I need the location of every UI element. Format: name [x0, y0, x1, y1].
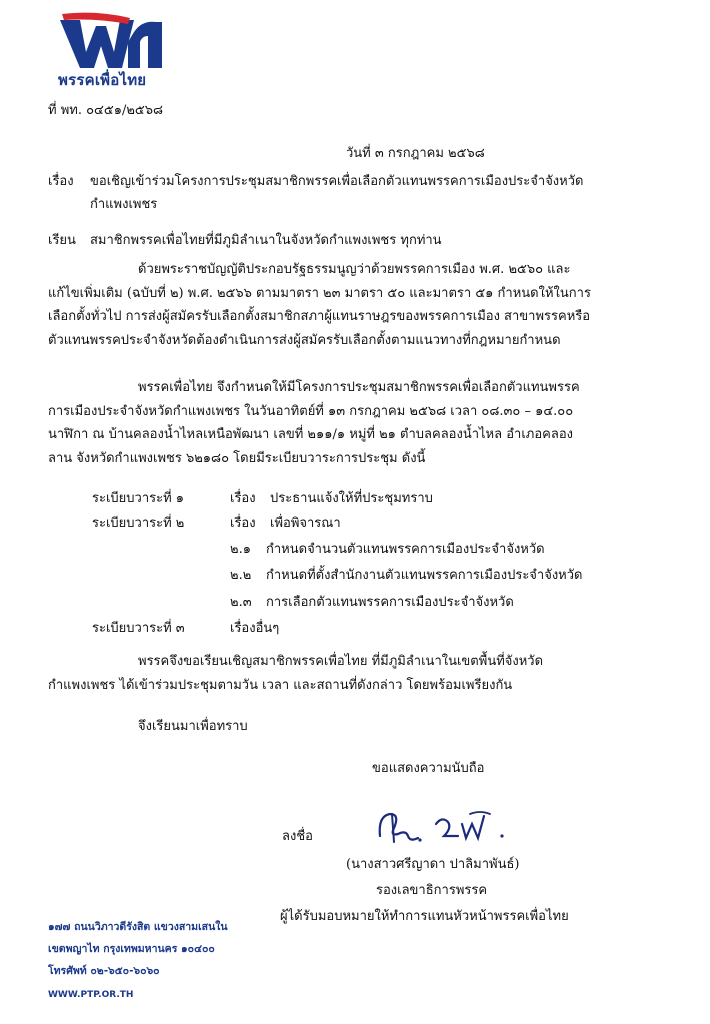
agenda-2-3-text: การเลือกตัวแทนพรรคการเมืองประจำจังหวัด: [266, 595, 514, 610]
footer-website-link[interactable]: WWW.PTP.OR.TH: [48, 990, 134, 1000]
footer-address-2: เขตพญาไท กรุงเทพมหานคร ๑๐๔๐๐: [48, 943, 215, 955]
paragraph-3: [48, 650, 666, 697]
letter-date: วันที่ ๓ กรกฎาคม ๒๕๖๘: [346, 146, 485, 161]
agenda-3-keyword: เรื่องอื่นๆ: [230, 621, 280, 636]
recipient-label: เรียน: [48, 233, 76, 248]
subject-line-1: ขอเชิญเข้าร่วมโครงการประชุมสมาชิกพรรคเพื่อเลือกตัวแทนพรรคการเมืองประจำจังหวัด: [90, 174, 584, 189]
paragraph-line: ตัวแทนพรรคประจำจังหวัดต้องดำเนินการส่งผู้สมัครรับเลือกตั้งตามแนวทางที่กฎหมายกำหนด: [48, 332, 561, 348]
agenda-1-keyword: เรื่อง: [230, 491, 256, 506]
footer-phone: โทรศัพท์ ๐๒-๖๕๐-๖๐๖๐: [48, 965, 160, 977]
agenda-2-3-number: ๒.๓: [230, 595, 252, 610]
closing-text: จึงเรียนมาเพื่อทราบ: [138, 719, 248, 734]
agenda-2-2-text: กำหนดที่ตั้งสำนักงานตัวแทนพรรคการเมืองประจำจังหวัด: [266, 568, 583, 583]
paragraph-line: การเมืองประจำจังหวัดกำแพงเพชร ในวันอาทิตย์ที่ ๑๓ กรกฎาคม ๒๕๖๘ เวลา ๐๘.๓๐ – ๑๔.๐๐: [48, 403, 574, 419]
paragraph-1: [48, 258, 666, 352]
agenda-2-number: ระเบียบวาระที่ ๒: [92, 516, 185, 531]
paragraph-line: แก้ไขเพิ่มเติม (ฉบับที่ ๒) พ.ศ. ๒๕๖๖ ตามมาตรา ๒๓ มาตรา ๕๐ และมาตรา ๕๑ กำหนดให้ในการ: [48, 285, 591, 301]
subject-line-2: กำแพงเพชร: [90, 197, 158, 212]
logo-text: พรรคเพื่อไทย: [58, 71, 147, 89]
agenda-1-number: ระเบียบวาระที่ ๑: [92, 491, 185, 506]
handwritten-signature: [372, 806, 512, 852]
paragraph-line: กำแพงเพชร ได้เข้าร่วมประชุมตามวัน เวลา และสถานที่ดังกล่าว โดยพร้อมเพรียงกัน: [48, 677, 513, 693]
paragraph-line: ลาน จังหวัดกำแพงเพชร ๖๒๑๘๐ โดยมีระเบียบวาระการประชุม ดังนี้: [48, 450, 426, 466]
agenda-3-number: ระเบียบวาระที่ ๓: [92, 621, 185, 636]
footer-address-1: ๑๗๗ ถนนวิภาวดีรังสิต แขวงสามเสนใน: [48, 921, 228, 933]
recipient-value: สมาชิกพรรคเพื่อไทยที่มีภูมิลำเนาในจังหวัดกำแพงเพชร ทุกท่าน: [90, 233, 442, 248]
regards-text: ขอแสดงความนับถือ: [372, 761, 485, 776]
paragraph-line: พรรคเพื่อไทย จึงกำหนดให้มีโครงการประชุมสมาชิกพรรคเพื่อเลือกตัวแทนพรรค: [138, 380, 580, 395]
reference-number: ที่ พท. ๐๔๕๑/๒๕๖๘: [48, 103, 164, 118]
sign-label: ลงชื่อ: [282, 829, 313, 844]
agenda-2-1-number: ๒.๑: [230, 542, 251, 557]
subject-label: เรื่อง: [48, 174, 74, 189]
paragraph-line: ด้วยพระราชบัญญัติประกอบรัฐธรรมนูญว่าด้วยพรรคการเมือง พ.ศ. ๒๕๖๐ และ: [138, 262, 571, 277]
paragraph-line: พรรคจึงขอเรียนเชิญสมาชิกพรรคเพื่อไทย ที่มีภูมิลำเนาในเขตพื้นที่จังหวัด: [138, 654, 544, 669]
agenda-2-text: เพื่อพิจารณา: [270, 516, 341, 531]
paragraph-2: [48, 376, 666, 470]
agenda-2-1-text: กำหนดจำนวนตัวแทนพรรคการเมืองประจำจังหวัด: [266, 542, 545, 557]
signer-position-1: รองเลขาธิการพรรค: [376, 883, 488, 898]
paragraph-line: นาฬิกา ณ บ้านคลองน้ำไหลเหนือพัฒนา เลขที่ ๒๑๑/๑ หมู่ที่ ๒๑ ตำบลคลองน้ำไหล อำเภอคลอง: [48, 427, 573, 442]
signer-name: (นางสาวศรีญาดา ปาลิมาพันธ์): [346, 857, 520, 872]
signer-position-2: ผู้ได้รับมอบหมายให้ทำการแทนหัวหน้าพรรคเพื่อไทย: [280, 909, 569, 924]
paragraph-line: เลือกตั้งทั่วไป การส่งผู้สมัครรับเลือกตั้งสมาชิกสภาผู้แทนราษฎรของพรรคการเมือง สาขาพรรคหรือ: [48, 309, 591, 324]
agenda-1-text: ประธานแจ้งให้ที่ประชุมทราบ: [270, 491, 433, 506]
agenda-2-2-number: ๒.๒: [230, 568, 252, 583]
agenda-2-keyword: เรื่อง: [230, 516, 256, 531]
